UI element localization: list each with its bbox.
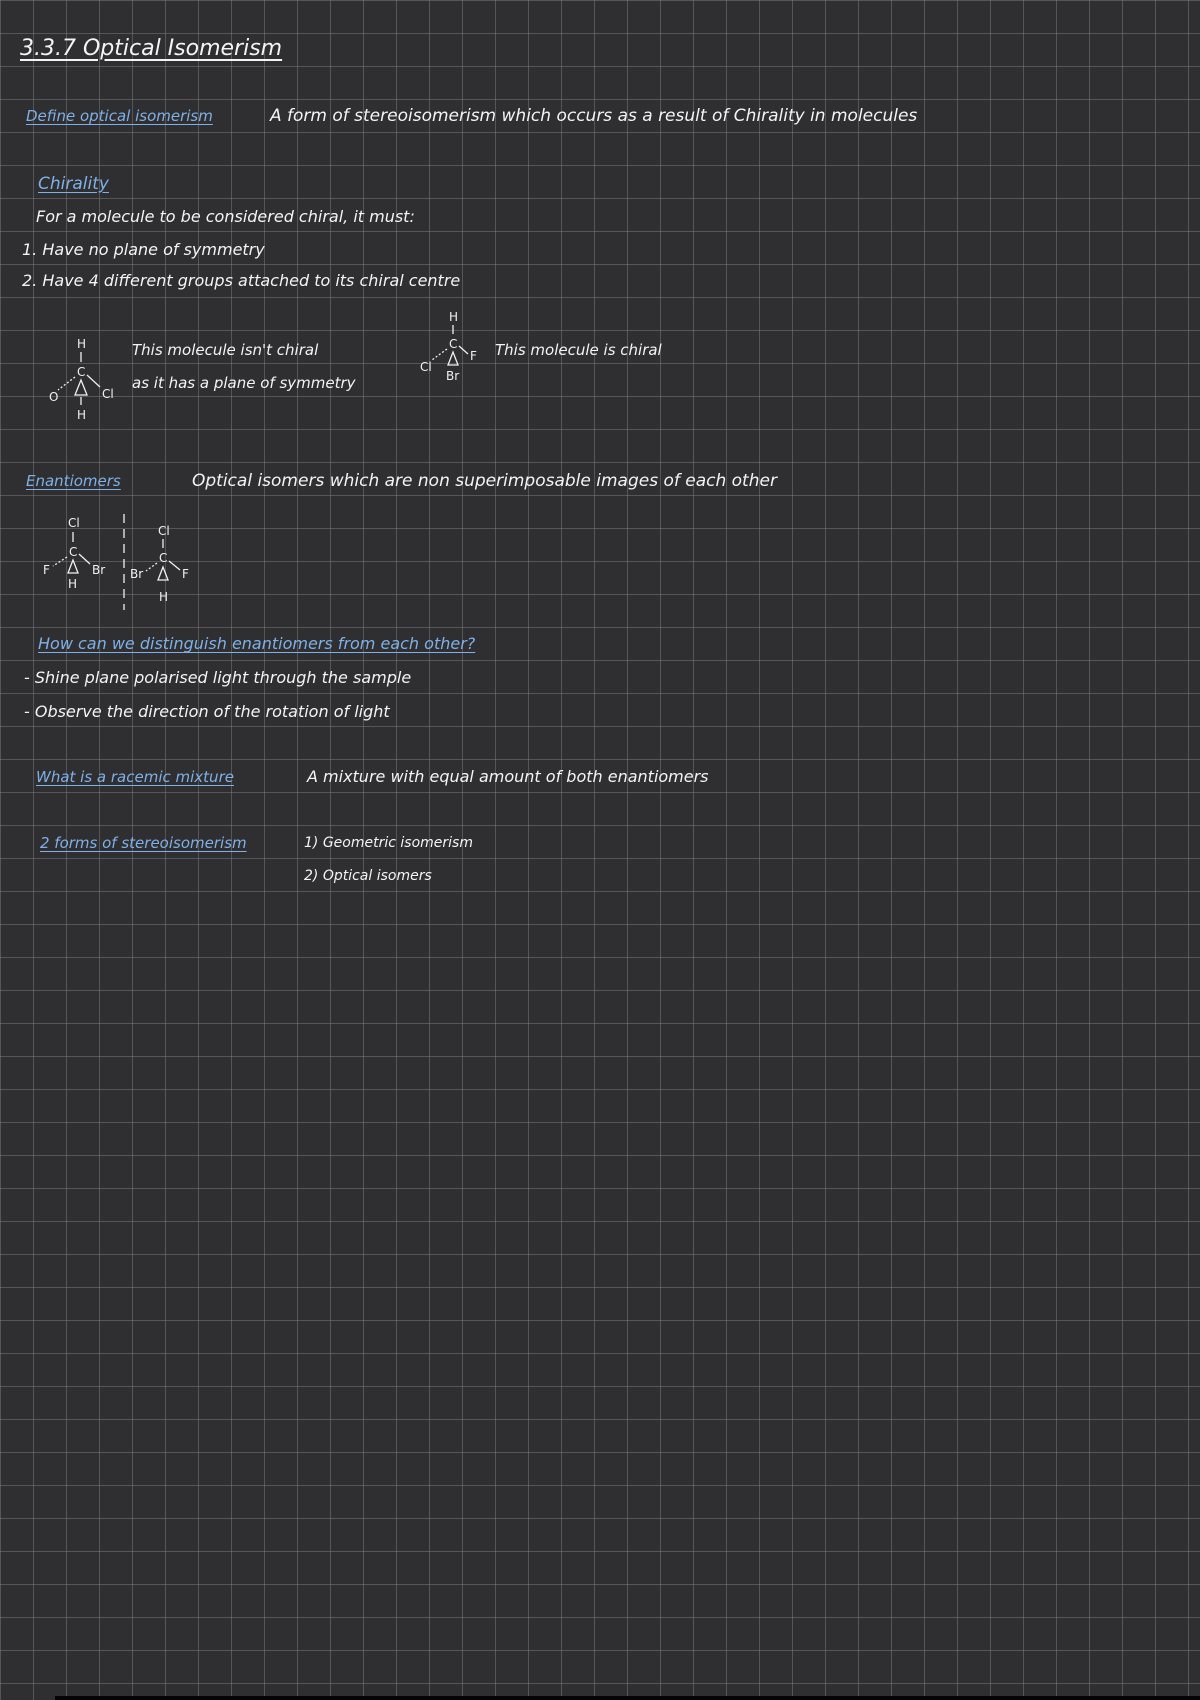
racemic-answer: A mixture with equal amount of both enantiomers xyxy=(307,767,709,786)
chirality-intro: For a molecule to be considered chiral, it must: xyxy=(36,207,415,226)
left-atom-center: C xyxy=(69,545,78,559)
nonchiral-note-1: This molecule isn't chiral xyxy=(132,341,319,359)
bond-line xyxy=(87,375,100,387)
dashed-bond xyxy=(53,557,67,566)
chirality-rule-1: 1. Have no plane of symmetry xyxy=(22,240,265,259)
wedge-bond xyxy=(448,352,458,365)
bond-line xyxy=(79,554,90,564)
page-title: 3.3.7 Optical Isomerism xyxy=(20,36,283,61)
right-atom-left: Br xyxy=(130,567,144,581)
bond-line xyxy=(459,346,468,354)
left-atom-left: F xyxy=(43,563,50,577)
chirality-rule-2: 2. Have 4 different groups attached to its chiral centre xyxy=(22,271,461,290)
chiral-atom-bottom: Br xyxy=(446,369,460,383)
dashed-bond xyxy=(146,563,157,571)
chiral-note: This molecule is chiral xyxy=(495,341,662,359)
chiral-molecule-diagram xyxy=(415,308,495,390)
nonchiral-atom-bottom: H xyxy=(77,408,87,422)
nonchiral-atom-top: H xyxy=(77,337,87,351)
dashed-bond xyxy=(432,349,447,360)
distinguish-point-1: - Shine plane polarised light through the sample xyxy=(24,668,412,687)
forms-item-2: 2) Optical isomers xyxy=(304,868,432,884)
wedge-bond xyxy=(158,567,168,580)
left-atom-bottom: H xyxy=(68,577,78,591)
chiral-atom-right: F xyxy=(470,349,477,363)
chiral-atom-left: Cl xyxy=(420,360,432,374)
nonchiral-atom-center: C xyxy=(77,365,86,379)
nonchiral-molecule-diagram xyxy=(40,335,130,430)
left-atom-top: Cl xyxy=(68,516,80,530)
forms-item-1: 1) Geometric isomerism xyxy=(304,835,473,851)
enantiomer-left xyxy=(43,516,105,591)
bond-line xyxy=(169,561,180,570)
left-atom-right: Br xyxy=(92,563,106,577)
wedge-bond xyxy=(68,560,78,573)
right-atom-bottom: H xyxy=(159,590,169,604)
nonchiral-note-2: as it has a plane of symmetry xyxy=(132,374,356,392)
dashed-bond xyxy=(58,377,75,390)
racemic-question: What is a racemic mixture xyxy=(36,768,234,786)
distinguish-question: How can we distinguish enantiomers from each other? xyxy=(38,634,476,653)
wedge-bond xyxy=(75,380,87,395)
page-bottom-edge xyxy=(55,1696,1200,1700)
nonchiral-atom-right: Cl xyxy=(102,387,114,401)
distinguish-point-2: - Observe the direction of the rotation of light xyxy=(24,702,390,721)
enantiomers-text: Optical isomers which are non superimposable images of each other xyxy=(192,471,777,491)
enantiomers-label: Enantiomers xyxy=(26,472,121,490)
define-label: Define optical isomerism xyxy=(26,107,213,125)
enantiomers-diagram xyxy=(40,512,215,612)
enantiomer-right xyxy=(130,524,189,604)
chirality-heading: Chirality xyxy=(38,174,109,194)
chiral-atom-top: H xyxy=(449,310,459,324)
right-atom-top: Cl xyxy=(158,524,170,538)
forms-label: 2 forms of stereoisomerism xyxy=(40,834,247,852)
right-atom-right: F xyxy=(182,567,189,581)
define-text: A form of stereoisomerism which occurs as a result of Chirality in molecules xyxy=(270,106,918,126)
chiral-atom-center: C xyxy=(449,337,458,351)
right-atom-center: C xyxy=(159,551,168,565)
nonchiral-atom-left: O xyxy=(49,390,59,404)
